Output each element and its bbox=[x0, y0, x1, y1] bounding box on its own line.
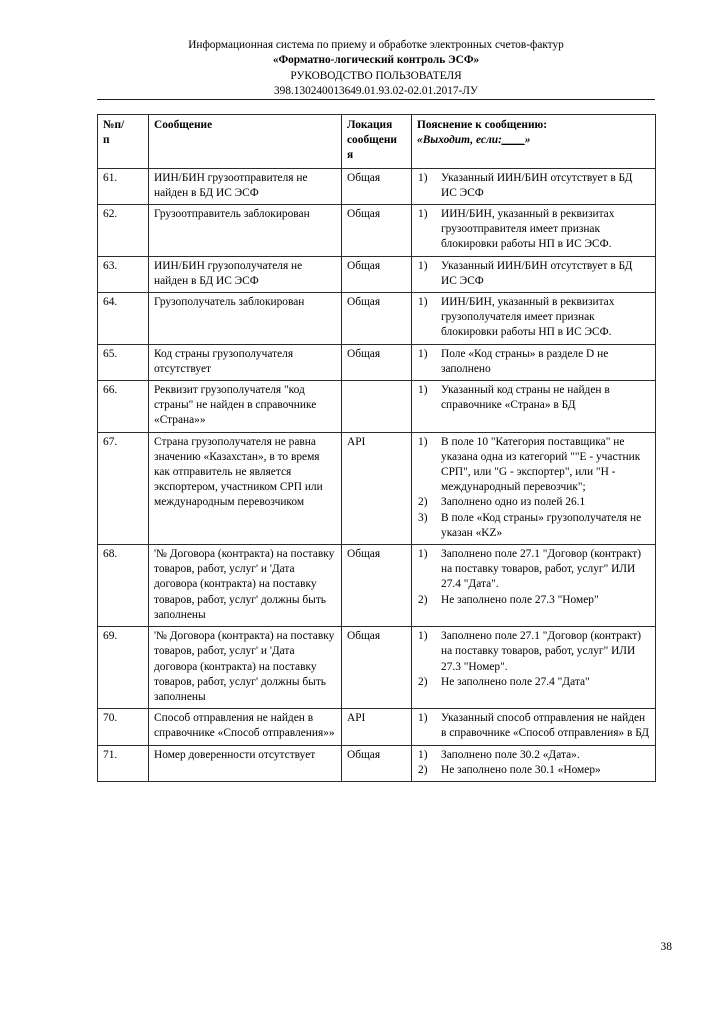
explanation-item: Поле «Код страны» в разделе D не заполнено bbox=[441, 347, 609, 375]
cell-explanation bbox=[412, 627, 656, 709]
cell-location: Общая bbox=[342, 627, 412, 709]
messages-table-container bbox=[97, 114, 655, 782]
table-row bbox=[98, 205, 656, 257]
cell-number: 62. bbox=[98, 205, 149, 257]
explanation-item: Указанный ИИН/БИН отсутствует в БД ИС ЭСФ bbox=[441, 171, 633, 199]
header-line-1: Информационная система по приему и обработке электронных счетов-фактур bbox=[188, 39, 564, 51]
cell-explanation bbox=[412, 293, 656, 345]
column-header-location bbox=[342, 115, 412, 169]
cell-explanation bbox=[412, 168, 656, 204]
table-row bbox=[98, 745, 656, 781]
explanation-list bbox=[417, 347, 651, 377]
explanation-list bbox=[417, 259, 651, 289]
column-header-location-line1: Локация bbox=[347, 119, 393, 131]
explanation-item: Заполнено поле 30.2 «Дата». bbox=[441, 748, 580, 761]
explanation-item: Не заполнено поле 27.3 "Номер" bbox=[441, 593, 599, 606]
cell-location: Общая bbox=[342, 745, 412, 781]
cell-number: 71. bbox=[98, 745, 149, 781]
table-row bbox=[98, 168, 656, 204]
table-row bbox=[98, 256, 656, 292]
table-row bbox=[98, 381, 656, 433]
cell-explanation bbox=[412, 745, 656, 781]
cell-location: Общая bbox=[342, 545, 412, 627]
table-row bbox=[98, 709, 656, 745]
explanation-item: Указанный ИИН/БИН отсутствует в БД ИС ЭСФ bbox=[441, 259, 633, 287]
explanation-list bbox=[417, 383, 651, 413]
explanation-subtitle-prefix: «Выходит, если: bbox=[417, 134, 502, 147]
explanation-item: Указанный способ отправления не найден в справочнике «Способ отправления» в БД bbox=[441, 712, 650, 740]
column-header-location-line2: сообщени bbox=[347, 134, 397, 147]
cell-message: Номер доверенности отсутствует bbox=[149, 745, 342, 781]
table-row bbox=[98, 293, 656, 345]
cell-explanation bbox=[412, 205, 656, 257]
column-header-explanation-subtitle bbox=[417, 133, 651, 148]
cell-message: '№ Договора (контракта) на поставку товаров, работ, услуг' и 'Дата договора (контракта) на поставку товаров, работ, услуг' должны быть заполнены bbox=[149, 545, 342, 627]
cell-number: 64. bbox=[98, 293, 149, 345]
cell-explanation bbox=[412, 709, 656, 745]
cell-location: API bbox=[342, 432, 412, 544]
cell-explanation bbox=[412, 381, 656, 433]
cell-explanation bbox=[412, 545, 656, 627]
explanation-subtitle-blank: ____ bbox=[501, 134, 525, 147]
cell-location: Общая bbox=[342, 168, 412, 204]
page-number: 38 bbox=[660, 941, 672, 953]
explanation-list bbox=[417, 295, 651, 341]
header-line-4: 398.130240013649.01.93.02-02.01.2017-ЛУ bbox=[274, 84, 478, 97]
cell-message: Грузополучатель заблокирован bbox=[149, 293, 342, 345]
cell-explanation bbox=[412, 344, 656, 380]
table-head bbox=[98, 115, 656, 169]
column-header-explanation-title: Пояснение к сообщению: bbox=[417, 119, 548, 131]
explanation-item: Не заполнено поле 30.1 «Номер» bbox=[441, 763, 601, 776]
header-divider bbox=[97, 99, 655, 100]
column-header-message: Сообщение bbox=[149, 115, 342, 169]
cell-message: Грузоотправитель заблокирован bbox=[149, 205, 342, 257]
cell-location: Общая bbox=[342, 256, 412, 292]
explanation-list bbox=[417, 629, 651, 690]
table-row bbox=[98, 545, 656, 627]
cell-message: Способ отправления не найден в справочнике «Способ отправления»» bbox=[149, 709, 342, 745]
column-header-location-line3: я bbox=[347, 149, 354, 162]
cell-message: Реквизит грузополучателя "код страны" не найден в справочнике «Страна»» bbox=[149, 381, 342, 433]
messages-table bbox=[97, 114, 656, 782]
explanation-list bbox=[417, 171, 651, 201]
explanation-item: Не заполнено поле 27.4 "Дата" bbox=[441, 675, 590, 688]
cell-location bbox=[342, 381, 412, 433]
explanation-item: Указанный код страны не найден в справочнике «Страна» в БД bbox=[441, 384, 610, 412]
cell-location: API bbox=[342, 709, 412, 745]
cell-location: Общая bbox=[342, 344, 412, 380]
explanation-list bbox=[417, 547, 651, 608]
column-header-number-line1: №п/ bbox=[103, 119, 125, 131]
cell-location: Общая bbox=[342, 205, 412, 257]
running-header bbox=[97, 38, 655, 99]
cell-number: 67. bbox=[98, 432, 149, 544]
cell-number: 68. bbox=[98, 545, 149, 627]
column-header-number bbox=[98, 115, 149, 169]
explanation-subtitle-suffix: » bbox=[524, 134, 531, 147]
explanation-item: ИИН/БИН, указанный в реквизитах грузополучателя имеет признак блокировки работы НП в ИС ЭСФ. bbox=[441, 296, 615, 339]
cell-explanation bbox=[412, 256, 656, 292]
explanation-item: Заполнено поле 27.1 "Договор (контракт) на поставку товаров, работ, услуг" ИЛИ 27.3 "Номер". bbox=[441, 630, 642, 673]
cell-message: Код страны грузополучателя отсутствует bbox=[149, 344, 342, 380]
cell-number: 63. bbox=[98, 256, 149, 292]
cell-message: ИИН/БИН грузоотправителя не найден в БД ИС ЭСФ bbox=[149, 168, 342, 204]
column-header-number-line2: п bbox=[103, 134, 110, 147]
cell-message: ИИН/БИН грузополучателя не найден в БД ИС ЭСФ bbox=[149, 256, 342, 292]
table-row bbox=[98, 344, 656, 380]
cell-explanation bbox=[412, 432, 656, 544]
cell-number: 70. bbox=[98, 709, 149, 745]
table-body bbox=[98, 168, 656, 781]
cell-number: 65. bbox=[98, 344, 149, 380]
explanation-item: В поле 10 "Категория поставщика" не указана одна из категорий ""Е - участник СРП", или "G - экспортер", или "Н - международный перевозчик"; bbox=[441, 435, 641, 494]
explanation-list bbox=[417, 435, 651, 541]
table-row bbox=[98, 432, 656, 544]
explanation-item: Заполнено одно из полей 26.1 bbox=[441, 496, 586, 509]
cell-number: 69. bbox=[98, 627, 149, 709]
column-header-explanation bbox=[412, 115, 656, 169]
explanation-list bbox=[417, 711, 651, 741]
explanation-list bbox=[417, 207, 651, 253]
table-row bbox=[98, 627, 656, 709]
explanation-item: ИИН/БИН, указанный в реквизитах грузоотправителя имеет признак блокировки работы НП в ИС ЭСФ. bbox=[441, 208, 615, 251]
table-header-row bbox=[98, 115, 656, 169]
explanation-item: Заполнено поле 27.1 "Договор (контракт) на поставку товаров, работ, услуг" ИЛИ 27.4 "Дата". bbox=[441, 548, 642, 591]
cell-number: 61. bbox=[98, 168, 149, 204]
explanation-item: В поле «Код страны» грузополучателя не указан «KZ» bbox=[441, 511, 642, 539]
header-line-3: РУКОВОДСТВО ПОЛЬЗОВАТЕЛЯ bbox=[290, 69, 462, 82]
cell-number: 66. bbox=[98, 381, 149, 433]
cell-location: Общая bbox=[342, 293, 412, 345]
explanation-list bbox=[417, 748, 651, 778]
header-line-2: «Форматно-логический контроль ЭСФ» bbox=[272, 54, 480, 67]
cell-message: Страна грузополучателя не равна значению «Казахстан», в то время как отправитель не является экспортером, участником СРП или международным перевозчиком bbox=[149, 432, 342, 544]
cell-message: '№ Договора (контракта) на поставку товаров, работ, услуг' и 'Дата договора (контракта) на поставку товаров, работ, услуг' должны быть заполнены bbox=[149, 627, 342, 709]
